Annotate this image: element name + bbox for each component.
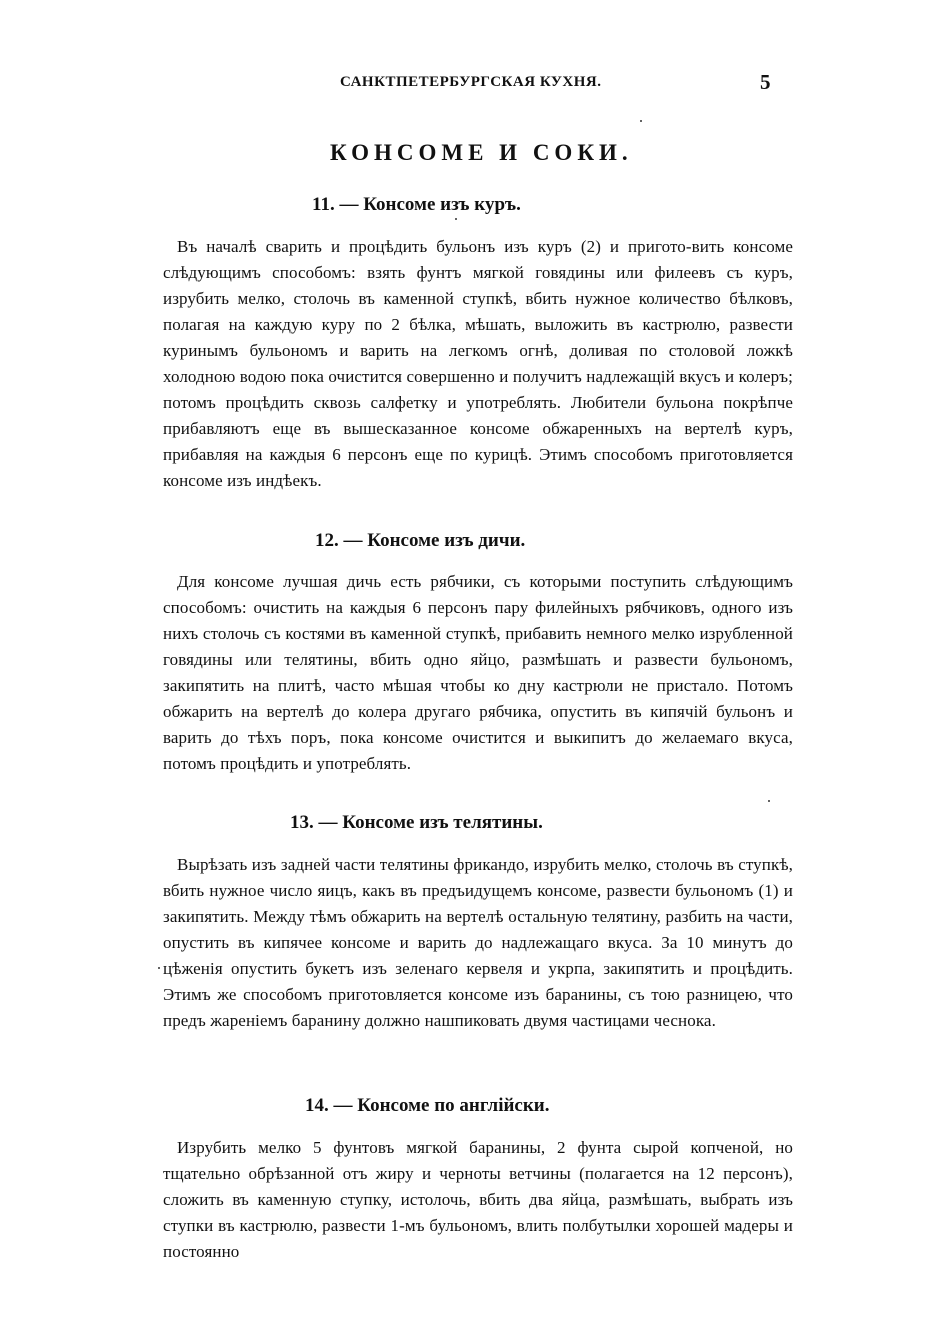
section-text-13: Вырѣзать изъ задней части телятины фрикандо, изрубить мелко, столочь въ ступкѣ, вбить нужное число яицъ, какъ въ предъидущемъ консоме, развести бульономъ (1) и закипятить. Между тѣмъ обжарить на вертелѣ остальную телятину, разбить на части, опустить въ кипячее консоме и варить до надлежащаго вкуса. За 10 минутъ до цѣженiя опустить букетъ изъ зеленаго кервеля и укрпа, закипятить и процѣдить. Этимъ же способомъ приготовляется консоме изъ баранины, съ тою разницею, что предъ жаренiемъ баранину должно нашпиковать двумя частицами чеснока. xyxy=(163,855,793,1030)
section-heading-13: 13. — Консоме изъ телятины. xyxy=(290,812,543,833)
page-number: 5 xyxy=(760,70,771,94)
print-speck xyxy=(158,967,160,969)
print-speck xyxy=(455,218,457,220)
print-speck xyxy=(768,800,770,802)
section-text-11: Въ началѣ сварить и процѣдить бульонъ изъ куръ (2) и пригото-вить консоме слѣдующимъ способомъ: взять фунтъ мягкой говядины или филеевъ съ куръ, изрубить мелко, столочь въ каменной ступкѣ, вбить нужное количество бѣлковъ, полагая на каждую куру по 2 бѣлка, мѣшать, выложить въ кастрюлю, развести куринымъ бульономъ и варить на легкомъ огнѣ, доливая по столовой ложкѣ холодною водою пока очистится совершенно и получитъ надлежащiй вкусъ и колеръ; потомъ процѣдить сквозь салфетку и употреблять. Любители бульона покрѣпче прибавляютъ еще въ вышесказанное консоме обжаренныхъ на вертелѣ куръ, прибавляя на каждыя 6 персонъ еще по курицѣ. Этимъ способомъ приготовляется консоме изъ индѣекъ. xyxy=(163,237,793,490)
section-text-12: Для консоме лучшая дичь есть рябчики, съ которыми поступить слѣдующимъ способомъ: очистить на каждыя 6 персонъ пару филейныхъ рябчиковъ, одного изъ нихъ столочь съ костями въ каменной ступкѣ, прибавить немного мелко изрубленной говядины или телятины, вбить одно яйцо, размѣшать и развести бульономъ, закипятить на плитѣ, часто мѣшая чтобы ко дну кастрюли не пристало. Потомъ обжарить на вертелѣ до колера другаго рябчика, опустить въ кипячiй бульонъ и варить до тѣхъ поръ, пока консоме очистится и выкипитъ до желаемаго вкуса, потомъ процѣдить и употреблять. xyxy=(163,572,793,773)
section-heading-11: 11. — Консоме изъ куръ. xyxy=(312,194,521,215)
print-speck xyxy=(640,120,642,122)
running-head: САНКТПЕТЕРБУРГСКАЯ КУХНЯ. xyxy=(340,74,602,90)
section-text-14: Изрубить мелко 5 фунтовъ мягкой баранины, 2 фунта сырой копченой, но тщательно обрѣзанной отъ жиру и черноты ветчины (полагается на 12 персонъ), сложить въ каменную ступку, истолочь, вбить два яйца, размѣшать, выбрать изъ ступки въ кастрюлю, развести 1-мъ бульономъ, влить полбутылки хорошей мадеры и постоянно xyxy=(163,1138,793,1261)
chapter-title: КОНСОМЕ И СОКИ. xyxy=(330,140,633,165)
section-heading-12: 12. — Консоме изъ дичи. xyxy=(315,530,526,551)
section-heading-14: 14. — Консоме по англiйски. xyxy=(305,1095,550,1116)
